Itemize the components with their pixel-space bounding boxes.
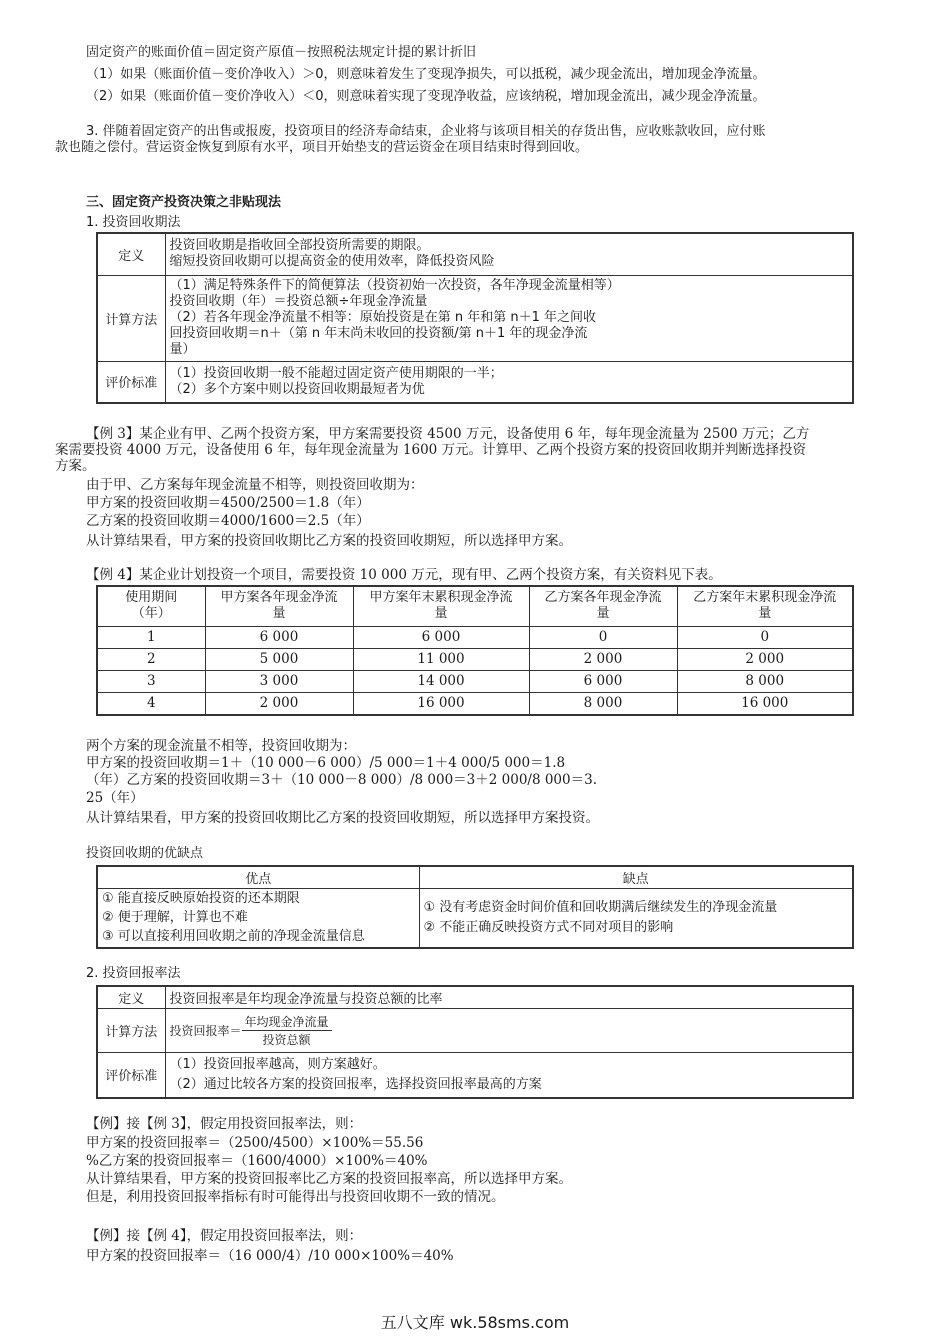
- header-line: 乙方案各年现金净流: [544, 590, 662, 606]
- page-footer: 五八文库 wk.58sms.com: [380, 1313, 570, 1332]
- text-line: 甲方案的投资回收期＝1＋（10 000－6 000）/5 000＝1＋4 000/5 000＝1.8: [86, 755, 566, 771]
- column-header: [529, 586, 677, 626]
- column-header: [97, 586, 205, 626]
- header-line: 甲方案各年现金净流: [220, 590, 338, 606]
- row-label: 计算方法: [97, 275, 165, 361]
- text-line: 【例】接【例 3】，假定用投资回报率法，则：: [86, 1116, 363, 1132]
- header-line: （年）: [131, 606, 171, 622]
- table-cell: 11 000: [353, 648, 529, 670]
- table-row: [97, 692, 853, 715]
- subsection-title: 1. 投资回收期法: [86, 215, 181, 230]
- text-line: 乙方案的投资回收期＝4000/1600＝2.5（年）: [86, 513, 370, 529]
- section-title: 三、固定资产投资决策之非贴现法: [86, 195, 282, 210]
- table-cell: 1: [97, 626, 205, 648]
- column-header: [205, 586, 353, 626]
- cell-line: ① 没有考虑资金时间价值和回收期满后继续发生的净现金流量: [423, 899, 778, 915]
- row-label: 定义: [97, 986, 165, 1008]
- table-cell: 0: [529, 626, 677, 648]
- cell-line: ① 能直接反映原始投资的还本期限: [102, 891, 300, 907]
- table-cell: 2 000: [205, 692, 353, 715]
- formula-numerator: 年均现金净流量: [242, 1013, 332, 1031]
- table-cell: 2: [97, 648, 205, 670]
- text-line: 25（年）: [86, 790, 144, 806]
- subsection-title: 投资回收期的优缺点: [86, 846, 204, 861]
- column-header: 缺点: [419, 866, 853, 888]
- text-line: 3. 伴随着固定资产的出售或报废，投资项目的经济寿命结束，企业将与该项目相关的存货出售，应收账款收回，应付账: [86, 124, 766, 139]
- column-header: 优点: [97, 866, 419, 888]
- text-line: （1）如果（账面价值－变价净收入）＞0，则意味着发生了变现净损失，可以抵税，减少现金流出，增加现金净流量。: [86, 67, 766, 82]
- method-cell: [165, 275, 853, 361]
- table-cell: 8 000: [677, 670, 853, 692]
- table-cell: 5 000: [205, 648, 353, 670]
- cell-line: （2）通过比较各方案的投资回报率，选择投资回报率最高的方案: [169, 1076, 542, 1092]
- subsection-title: 2. 投资回报率法: [86, 966, 181, 981]
- text-line: 甲方案的投资回收期＝4500/2500＝1.8（年）: [86, 495, 370, 511]
- cell-line: （1）投资回收期一般不能超过固定资产使用期限的一半；: [169, 365, 503, 381]
- text-line: %乙方案的投资回报率＝（1600/4000）×100%＝40%: [86, 1153, 428, 1169]
- text-line: 【例】接【例 4】，假定用投资回报率法，则：: [86, 1228, 363, 1244]
- table-cell: 2 000: [529, 648, 677, 670]
- table-row: [97, 648, 853, 670]
- criteria-cell: [165, 1052, 853, 1098]
- text-line: 两个方案的现金流量不相等，投资回收期为：: [86, 738, 356, 754]
- example-title: 【例 4】某企业计划投资一个项目，需要投资 10 000 万元，现有甲、乙两个投资方案，有关资料见下表。: [86, 567, 722, 583]
- cell-line: ② 便于理解，计算也不难: [102, 910, 248, 926]
- cell-line: （1）投资回报率越高，则方案越好。: [169, 1056, 386, 1072]
- header-line: 使用期间: [125, 590, 178, 606]
- formula-lhs: 投资回报率＝: [169, 1023, 242, 1038]
- cell-line: 投资回收期是指收回全部投资所需要的期限。: [169, 238, 430, 254]
- text-line: 方案。: [55, 458, 96, 474]
- cell-line: （2）多个方案中则以投资回收期最短者为优: [169, 381, 425, 397]
- cell-line: ② 不能正确反映投资方式不同对项目的影响: [423, 919, 674, 935]
- pros-cons-table: [96, 865, 854, 949]
- text-line: 由于甲、乙方案每年现金流量不相等，则投资回收期为：: [86, 477, 424, 493]
- table-cell: 6 000: [353, 626, 529, 648]
- cons-cell: [419, 888, 853, 948]
- table-cell: 16 000: [677, 692, 853, 715]
- table-cell: 2 000: [677, 648, 853, 670]
- formula-fraction: [242, 1013, 332, 1048]
- text-line: 从计算结果看，甲方案的投资回报率比乙方案的投资回报率高，所以选择甲方案。: [86, 1171, 572, 1187]
- cell-line: 回投资回收期＝n＋（第 n 年末尚未收回的投资额/第 n＋1 年的现金净流: [169, 326, 588, 341]
- formula-denominator: 投资总额: [262, 1032, 311, 1047]
- row-label: 计算方法: [97, 1008, 165, 1052]
- table-cell: 3 000: [205, 670, 353, 692]
- cell-line: （1）满足特殊条件下的简便算法（投资初始一次投资，各年净现金流量相等）: [169, 278, 620, 293]
- table-cell: 8 000: [529, 692, 677, 715]
- header-line: 量: [272, 606, 286, 622]
- text-line: 款也随之偿付。营运资金恢复到原有水平，项目开始垫支的营运资金在项目结束时得到回收。: [55, 140, 589, 155]
- criteria-cell: [165, 361, 853, 403]
- column-header: [353, 586, 529, 626]
- table-cell: 14 000: [353, 670, 529, 692]
- header-line: 乙方案年末累积现金净流: [693, 590, 837, 606]
- text-line: 但是，利用投资回报率指标有时可能得出与投资回收期不一致的情况。: [86, 1189, 505, 1205]
- definition-cell: 投资回报率是年均现金净流量与投资总额的比率: [165, 986, 853, 1008]
- row-label: 定义: [97, 233, 165, 275]
- text-line: （年）乙方案的投资回收期＝3＋（10 000－8 000）/8 000＝3＋2 000/8 000＝3.: [86, 772, 597, 788]
- table-row: [97, 626, 853, 648]
- text-line: 从计算结果看，甲方案的投资回收期比乙方案的投资回收期短，所以选择甲方案投资。: [86, 810, 599, 826]
- header-line: 量: [758, 606, 772, 622]
- header-line: 甲方案年末累积现金净流: [369, 590, 513, 606]
- row-label: 评价标准: [97, 361, 165, 403]
- text-line: （2）如果（账面价值－变价净收入）＜0，则意味着实现了变现净收益，应该纳税，增加现金流出，减少现金净流量。: [86, 89, 766, 104]
- cell-line: （2）若各年现金净流量不相等：原始投资是在第 n 年和第 n＋1 年之间收: [169, 310, 597, 325]
- header-line: 量: [434, 606, 448, 622]
- column-header: [677, 586, 853, 626]
- text-line: 【例 3】某企业有甲、乙两个投资方案，甲方案需要投资 4500 万元，设备使用 6 年，每年现金流量为 2500 万元；乙方: [86, 426, 810, 442]
- return-rate-table: [96, 985, 854, 1099]
- cell-line: ③ 可以直接利用回收期之前的净现金流量信息: [102, 929, 365, 945]
- formula-cell: [165, 1008, 853, 1052]
- text-line: 甲方案的投资回报率＝（16 000/4）/10 000×100%＝40%: [86, 1248, 454, 1264]
- header-line: 量: [596, 606, 610, 622]
- table-cell: 3: [97, 670, 205, 692]
- text-line: 从计算结果看，甲方案的投资回收期比乙方案的投资回收期短，所以选择甲方案。: [86, 533, 572, 549]
- row-label: 评价标准: [97, 1052, 165, 1098]
- text-line: 案需要投资 4000 万元，设备使用 6 年，每年现金流量为 1600 万元。计算甲、乙两个投资方案的投资回收期并判断选择投资: [55, 442, 807, 458]
- definition-cell: [165, 233, 853, 275]
- table-cell: 16 000: [353, 692, 529, 715]
- cell-line: 量）: [169, 342, 196, 357]
- cashflow-table: [96, 585, 854, 716]
- table-row: [97, 670, 853, 692]
- cell-line: 缩短投资回收期可以提高资金的使用效率，降低投资风险: [169, 254, 495, 270]
- table-cell: 0: [677, 626, 853, 648]
- pros-cell: [97, 888, 419, 948]
- table-cell: 6 000: [205, 626, 353, 648]
- text-line: 甲方案的投资回报率＝（2500/4500）×100%＝55.56: [86, 1135, 424, 1151]
- payback-definition-table: [96, 232, 854, 404]
- text-line: 固定资产的账面价值＝固定资产原值－按照税法规定计提的累计折旧: [86, 45, 477, 60]
- table-cell: 6 000: [529, 670, 677, 692]
- table-cell: 4: [97, 692, 205, 715]
- cell-line: 投资回收期（年）＝投资总额÷年现金净流量: [169, 294, 428, 309]
